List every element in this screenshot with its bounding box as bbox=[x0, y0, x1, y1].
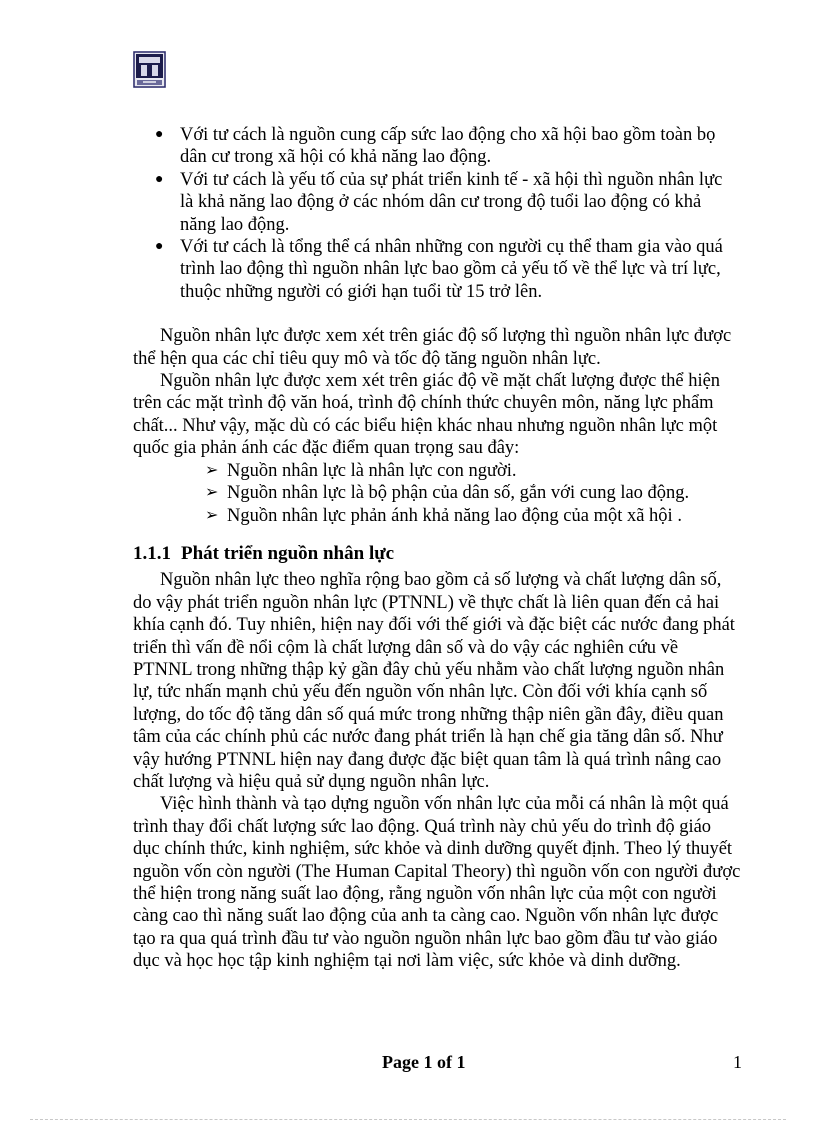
list-item: ➢ Nguồn nhân lực phản ánh khả năng lao động của một xã hội . bbox=[205, 505, 682, 526]
paragraph: Nguồn nhân lực được xem xét trên giác độ về mặt chất lượng được thể hiện trên các mặt trình độ văn hoá, trình độ chính thức chuyên môn, năng lực phẩm chất... Như vậy, mặc dù có các biểu hiện khác nhau nhưng nguồn nhân lực một quốc gia phản ánh các đặc điểm quan trọng sau đây: bbox=[133, 371, 721, 459]
bullet-dot-icon: ● bbox=[155, 127, 164, 142]
arrow-bullet-icon: ➢ bbox=[205, 484, 219, 502]
arrow-bullet-icon: ➢ bbox=[205, 461, 219, 479]
list-item: ● Với tư cách là nguồn cung cấp sức lao động cho xã hội bao gồm toàn bọ dân cư trong xã hội có khả năng lao động. bbox=[155, 125, 716, 168]
document-logo-icon bbox=[133, 51, 166, 88]
bullet-dot-icon: ● bbox=[155, 171, 164, 187]
bullet-list bbox=[133, 124, 741, 303]
page-number: 1 bbox=[733, 1052, 742, 1072]
arrow-list bbox=[133, 460, 741, 527]
page-divider bbox=[30, 1119, 786, 1120]
document-body bbox=[133, 124, 741, 973]
section-heading bbox=[133, 543, 741, 565]
list-item: ● Với tư cách là yếu tố của sự phát triển kinh tế - xã hội thì nguồn nhân lực là khả năng lao động ở các nhóm dân cư trong độ tuổi lao động có khả năng lao động. bbox=[155, 169, 723, 235]
paragraph: Việc hình thành và tạo dựng nguồn vốn nhân lực của mỗi cá nhân là một quá trình thay đổi chất lượng sức lao động. Quá trình này chủ yếu do trình độ giáo dục chính thức, kinh nghiệm, sức khỏe và dinh dưỡng quyết định. Theo lý thuyết nguồn vốn còn người (The Human Capital Theory) thì nguồn vốn con người được thể hiện trong năng suất lao động, rằng nguồn vốn nhân lực của một con người càng cao thì năng suất lao động của anh ta càng cao. Nguồn vốn nhân lực được tạo ra qua quá trình đầu tư vào nguồn nguồn nhân lực bao gồm đầu tư vào giáo dục và học học tập kinh nghiệm tại nơi làm việc, sức khỏe và dinh dưỡng. bbox=[133, 794, 741, 972]
bullet-dot-icon: ● bbox=[155, 239, 164, 255]
paragraph: Nguồn nhân lực được xem xét trên giác độ số lượng thì nguồn nhân lực được thể hện qua các chỉ tiêu quy mô và tốc độ tăng nguồn nhân lực. bbox=[133, 326, 732, 369]
list-item: ➢ Nguồn nhân lực là nhân lực con người. bbox=[205, 460, 517, 481]
section-number: 1.1.1 bbox=[133, 542, 171, 564]
arrow-bullet-icon: ➢ bbox=[205, 506, 219, 524]
list-item: ● Với tư cách là tổng thể cá nhân những con người cụ thể tham gia vào quá trình lao động thì nguồn nhân lực bao gồm cả yếu tố về thể lực và trí lực, thuộc những người có giới hạn tuổi từ 15 trở lên. bbox=[155, 237, 723, 302]
paragraph: Nguồn nhân lực theo nghĩa rộng bao gồm cả số lượng và chất lượng dân số, do vậy phát triển nguồn nhân lực (PTNNL) về thực chất là liên quan đến cả hai khía cạnh đó. Tuy nhiên, hiện nay đối với thế giới và đặc biệt các nước đang phát triển thì vấn đề nổi cộm là chất lượng dân số và do vậy các nghiên cứu về PTNNL trong những thập kỷ gần đây chủ yếu nhằm vào chất lượng nguồn nhân lự, tức nhấn mạnh chủ yếu đến nguồn vốn nhân lực. Còn đối với khía cạnh số lượng, do tốc độ tăng dân số quá mức trong những thập niên gần đây, điều quan tâm của các chính phủ các nước đang phát triển là hạn chế gia tăng dân số. Như vậy hướng PTNNL hiện nay đang được đặc biệt quan tâm là quá trình nâng cao chất lượng và hiệu quả sử dụng nguồn nhân lực. bbox=[133, 570, 735, 792]
list-item: ➢ Nguồn nhân lực là bộ phận của dân số, gắn với cung lao động. bbox=[205, 483, 690, 504]
section-title: Phát triển nguồn nhân lực bbox=[181, 542, 395, 564]
page-label: Page 1 of 1 bbox=[382, 1052, 466, 1072]
